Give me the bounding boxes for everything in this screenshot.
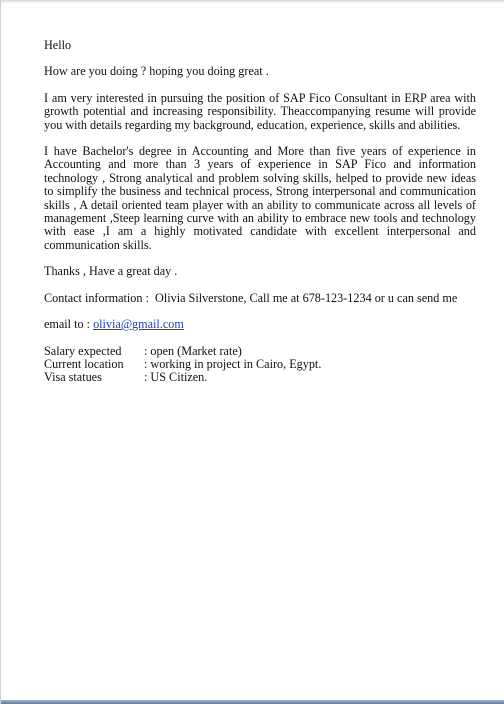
detail-key: Current location — [44, 356, 124, 371]
letter-body — [44, 39, 476, 385]
contact-block — [44, 292, 476, 385]
detail-row-salary — [44, 345, 476, 358]
paragraph-interest: I am very interested in pursuing the position of SAP Fico Consultant in ERP area with growth potential and increasing responsibility. Theaccompanying resume will provide you with details regarding my background, education, experience, skills and abilities. — [44, 90, 476, 132]
detail-key: Salary expected — [44, 343, 122, 358]
page-top-edge — [1, 1, 504, 4]
detail-value: : working in project in Cairo, Egypt. — [144, 356, 322, 371]
contact-line — [44, 292, 476, 305]
email-link[interactable]: olivia@gmail.com — [93, 317, 184, 332]
page-bottom-bar — [1, 700, 504, 704]
opening-line: How are you doing ? hoping you doing great . — [44, 64, 269, 79]
detail-key: Visa statues — [44, 370, 102, 385]
detail-value: : US Citizen. — [144, 370, 208, 385]
closing-line: Thanks , Have a great day . — [44, 264, 178, 279]
greeting: Hello — [44, 38, 72, 52]
detail-row-location — [44, 358, 476, 371]
contact-text: Olivia Silverstone, Call me at 678-123-1234 or u can send me — [155, 290, 458, 305]
detail-value: : open (Market rate) — [144, 343, 242, 358]
paragraph-experience: I have Bachelor's degree in Accounting and More than five years of experience in Accounting and more than 3 years of experience in SAP Fico and information technology , Strong analytical and problem solving skills, helped to provide new ideas to simplify the business and technical process, Strong interpersonal and communication skills , A detail oriented team player with an ability to communicate across all levels of management ,Steep learning curve with an ability to embrace new tools and technology with ease ,I am a highly motivated candidate with excellent interpersonal and communication skills. — [44, 144, 476, 252]
detail-row-visa — [44, 371, 476, 384]
email-prefix: email to : — [44, 317, 91, 332]
email-line — [44, 318, 476, 331]
contact-label: Contact information : — [44, 290, 149, 305]
